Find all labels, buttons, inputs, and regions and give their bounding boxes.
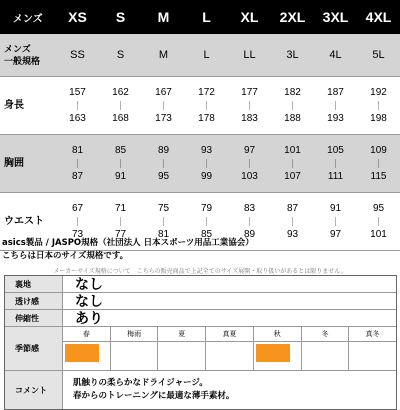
range-min: 167 [155,86,172,98]
measurement-cell [99,77,142,135]
range-max: 77 [114,228,127,240]
season-cell [206,327,254,370]
alias-cell: L [185,34,228,77]
range-min: 81 [71,144,84,156]
measurement-label: 身長 [0,77,56,135]
size-header: 3XL [314,0,357,34]
alias-cell: SS [56,34,99,77]
range-max: 183 [241,112,258,124]
range-max: 168 [112,112,129,124]
season-mark-area [302,342,349,370]
range-min: 192 [370,86,387,98]
range-max: 89 [243,228,256,240]
size-header: 4XL [357,0,400,34]
season-active-marker [65,344,99,362]
range-max: 111 [327,170,344,182]
measurement-cell [228,77,271,135]
spec-label: 裏地 [5,276,63,292]
measurement-cell [228,135,271,193]
range-max: 193 [327,112,344,124]
alias-cell: LL [228,34,271,77]
header-label: メンズ [0,0,56,34]
measurement-cell [357,135,400,193]
size-header: XL [228,0,271,34]
range-min: 91 [329,202,342,214]
range-min: 75 [157,202,170,214]
range-max: 73 [71,228,84,240]
range-min: 67 [71,202,84,214]
season-name: 夏 [158,327,205,342]
range-max: 107 [284,170,301,182]
measurement-cell [314,77,357,135]
season-active-marker [256,344,290,362]
comment-line: 春からのトレーニングに最適な薄手素材。 [73,391,235,401]
range-separator: ｜ [158,216,168,227]
range-max: 163 [69,112,86,124]
standard-note: asics製品 / JASPO規格（社団法人 日本スポーツ用品工業協会） [2,238,254,248]
spec-value: なし [75,277,103,293]
range-separator: ｜ [330,158,340,169]
range-max: 81 [157,228,170,240]
range-min: 105 [327,144,344,156]
range-min: 162 [112,86,129,98]
measurement-cell [185,135,228,193]
season-cell [349,327,396,370]
range-max: 91 [114,170,127,182]
range-separator: ｜ [244,158,254,169]
comment-text [63,371,396,409]
season-mark-area [158,342,205,370]
range-min: 95 [372,202,385,214]
range-separator: ｜ [201,100,211,111]
range-separator: ｜ [72,216,82,227]
range-separator: ｜ [158,100,168,111]
measurement-cell [271,193,314,251]
measurement-label: ウエスト [0,193,56,251]
range-separator: ｜ [72,100,82,111]
range-separator: ｜ [373,158,383,169]
measurement-cell [142,135,185,193]
alias-label-line: メンズ [4,44,31,54]
range-separator: ｜ [115,216,125,227]
alias-cell: 3L [271,34,314,77]
range-min: 182 [284,86,301,98]
japan-size-note: こちらは日本のサイズ規格です。 [2,251,129,261]
alias-label-line: 一般規格 [4,56,41,66]
spec-label: 透け感 [5,293,63,309]
measurement-cell [99,135,142,193]
range-separator: ｜ [287,158,297,169]
season-cell [254,327,302,370]
range-max: 198 [370,112,387,124]
spec-row-comment [5,371,396,409]
range-separator: ｜ [115,100,125,111]
range-min: 172 [198,86,215,98]
season-mark-area [254,342,301,370]
season-mark-area [111,342,158,370]
range-max: 101 [370,228,387,240]
season-name: 梅雨 [111,327,158,342]
spec-row-stretch [5,310,396,327]
range-separator: ｜ [201,158,211,169]
measurement-label: 胸囲 [0,135,56,193]
range-min: 157 [69,86,86,98]
season-name: 真夏 [206,327,253,342]
range-max: 115 [370,170,387,182]
range-min: 89 [157,144,170,156]
spec-label: 季節感 [5,327,63,370]
range-separator: ｜ [330,216,340,227]
season-name: 冬 [302,327,349,342]
season-name: 秋 [254,327,301,342]
range-min: 79 [200,202,213,214]
range-min: 109 [370,144,387,156]
range-max: 173 [155,112,172,124]
season-mark-area [206,342,253,370]
measurement-cell [314,135,357,193]
measurement-cell [314,193,357,251]
measurement-cell [271,77,314,135]
measurement-cell [271,135,314,193]
alias-cell: M [142,34,185,77]
measurement-cell [357,193,400,251]
size-header-row [0,0,400,34]
spec-label: 伸縮性 [5,310,63,326]
measurement-row [0,135,400,193]
range-min: 93 [200,144,213,156]
product-spec-table [4,275,397,410]
range-separator: ｜ [287,216,297,227]
season-name: 春 [63,327,110,342]
range-max: 93 [286,228,299,240]
season-name: 真冬 [349,327,396,342]
comment-line: 肌触りの柔らかなドライジャージ。 [73,378,208,388]
range-separator: ｜ [287,100,297,111]
range-max: 87 [71,170,84,182]
season-mark-area [349,342,396,370]
alias-row [0,34,400,77]
spec-row-season [5,327,396,371]
range-separator: ｜ [115,158,125,169]
range-max: 188 [284,112,301,124]
measurement-row [0,77,400,135]
spec-value: あり [75,311,103,327]
alias-cell: 4L [314,34,357,77]
range-max: 95 [157,170,170,182]
range-max: 97 [329,228,342,240]
measurement-cell [56,135,99,193]
range-separator: ｜ [330,100,340,111]
size-header: XS [56,0,99,34]
season-cell [158,327,206,370]
measurement-cell [56,77,99,135]
spec-row-sheer [5,293,396,310]
range-max: 85 [200,228,213,240]
range-separator: ｜ [244,100,254,111]
alias-row-label [0,34,56,77]
season-cell [111,327,159,370]
range-min: 87 [286,202,299,214]
measurement-cell [357,77,400,135]
spec-value: なし [75,294,103,310]
range-max: 99 [200,170,213,182]
range-separator: ｜ [373,100,383,111]
season-cell [302,327,350,370]
range-min: 83 [243,202,256,214]
size-header: M [142,0,185,34]
range-min: 177 [241,86,258,98]
season-cell [63,327,111,370]
maker-size-note: メーカーサイズ規格について こちらの販売商品で上記全てのサイズ展開・取り扱いがあるとは限りません。 [53,268,347,275]
range-max: 178 [198,112,215,124]
measurement-cell [185,77,228,135]
range-separator: ｜ [373,216,383,227]
range-min: 187 [327,86,344,98]
season-mark-area [63,342,110,370]
size-header: 2XL [271,0,314,34]
range-separator: ｜ [244,216,254,227]
alias-cell: S [99,34,142,77]
range-max: 103 [241,170,258,182]
range-min: 101 [284,144,301,156]
measurement-cell [142,77,185,135]
spec-label: コメント [5,371,63,409]
range-min: 71 [114,202,127,214]
range-separator: ｜ [72,158,82,169]
range-min: 85 [114,144,127,156]
season-grid [63,327,396,370]
range-min: 97 [243,144,256,156]
alias-cell: 5L [357,34,400,77]
size-header: S [99,0,142,34]
size-header: L [185,0,228,34]
range-separator: ｜ [158,158,168,169]
range-separator: ｜ [201,216,211,227]
spec-row-lining [5,276,396,293]
